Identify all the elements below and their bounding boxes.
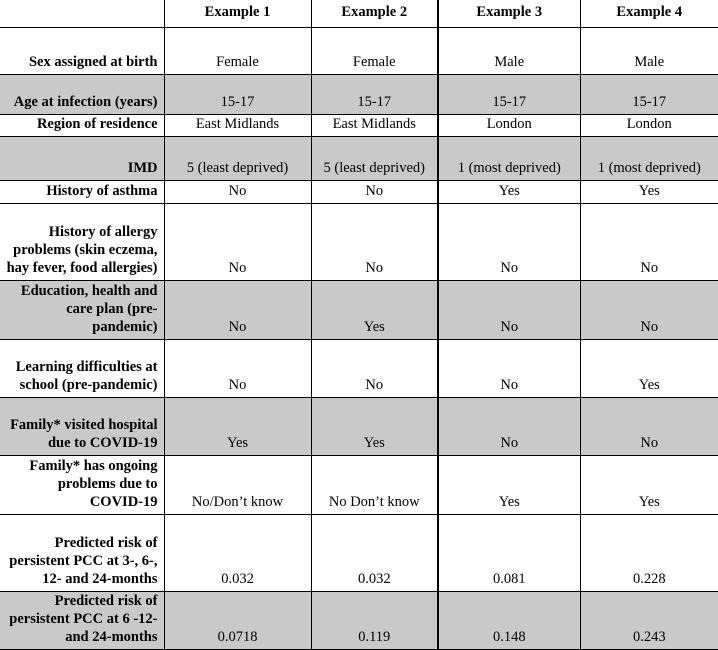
table-cell: No xyxy=(164,281,311,340)
table-row xyxy=(0,137,718,181)
column-header-example-3: Example 3 xyxy=(438,0,580,28)
table-cell: Yes xyxy=(580,340,718,398)
column-header-example-4: Example 4 xyxy=(580,0,718,28)
table-cell: No xyxy=(311,340,438,398)
table-cell: Male xyxy=(580,28,718,75)
table-cell: Yes xyxy=(164,398,311,456)
table-cell: 0.081 xyxy=(438,515,580,592)
table-cell: Male xyxy=(438,28,580,75)
table-cell: Yes xyxy=(580,181,718,204)
table-cell: East Midlands xyxy=(164,115,311,137)
table-cell: 5 (least deprived) xyxy=(164,137,311,181)
table-cell: 0.119 xyxy=(311,592,438,650)
row-label: History of allergy problems (skin eczema, hay fever, food allergies) xyxy=(0,204,164,281)
table-cell: 0.032 xyxy=(311,515,438,592)
table-cell: 0.032 xyxy=(164,515,311,592)
row-label: Predicted risk of persistent PCC at 3-, 6-, 12- and 24-months xyxy=(0,515,164,592)
table-row xyxy=(0,281,718,340)
table-row xyxy=(0,75,718,115)
column-header-example-1: Example 1 xyxy=(164,0,311,28)
table-cell: 1 (most deprived) xyxy=(438,137,580,181)
table-cell: London xyxy=(580,115,718,137)
table-cell: No xyxy=(164,204,311,281)
table-cell: No/Don’t know xyxy=(164,456,311,515)
table-cell: No xyxy=(438,281,580,340)
table-cell: 15-17 xyxy=(580,75,718,115)
row-label: Age at infection (years) xyxy=(0,75,164,115)
table-row xyxy=(0,340,718,398)
table-cell: 0.243 xyxy=(580,592,718,650)
table-row xyxy=(0,204,718,281)
table-cell: Female xyxy=(164,28,311,75)
row-label: Family* has ongoing problems due to COVID-19 xyxy=(0,456,164,515)
table-cell: 15-17 xyxy=(164,75,311,115)
column-header-example-2: Example 2 xyxy=(311,0,438,28)
row-label: Family* visited hospital due to COVID-19 xyxy=(0,398,164,456)
table-cell: 1 (most deprived) xyxy=(580,137,718,181)
table-cell: No Don’t know xyxy=(311,456,438,515)
table-row xyxy=(0,181,718,204)
row-label: Learning difficulties at school (pre-pandemic) xyxy=(0,340,164,398)
table-cell: 0.0718 xyxy=(164,592,311,650)
table-cell: East Midlands xyxy=(311,115,438,137)
table-cell: No xyxy=(164,340,311,398)
row-label: History of asthma xyxy=(0,181,164,204)
table-cell: 0.148 xyxy=(438,592,580,650)
table-cell: Yes xyxy=(311,281,438,340)
table-row xyxy=(0,28,718,75)
table-row xyxy=(0,398,718,456)
table-cell: London xyxy=(438,115,580,137)
header-row xyxy=(0,0,718,28)
table-cell: No xyxy=(580,204,718,281)
table-cell: 15-17 xyxy=(438,75,580,115)
table-cell: 0.228 xyxy=(580,515,718,592)
table-cell: Female xyxy=(311,28,438,75)
table-row xyxy=(0,515,718,592)
table-cell: No xyxy=(438,398,580,456)
table-cell: No xyxy=(580,398,718,456)
table-row xyxy=(0,115,718,137)
table-cell: 5 (least deprived) xyxy=(311,137,438,181)
table-cell: No xyxy=(438,204,580,281)
table-cell: Yes xyxy=(311,398,438,456)
row-label: Predicted risk of persistent PCC at 6 -12- and 24-months xyxy=(0,592,164,650)
table-cell: No xyxy=(438,340,580,398)
table-cell: No xyxy=(311,181,438,204)
row-label: Education, health and care plan (pre-pandemic) xyxy=(0,281,164,340)
table-cell: 15-17 xyxy=(311,75,438,115)
table-cell: No xyxy=(580,281,718,340)
row-label: Sex assigned at birth xyxy=(0,28,164,75)
table-row xyxy=(0,592,718,650)
table-row xyxy=(0,456,718,515)
table-cell: Yes xyxy=(438,181,580,204)
row-label: Region of residence xyxy=(0,115,164,137)
table-cell: No xyxy=(311,204,438,281)
corner-cell xyxy=(0,0,164,28)
table-cell: Yes xyxy=(580,456,718,515)
table-cell: Yes xyxy=(438,456,580,515)
table-cell: No xyxy=(164,181,311,204)
row-label: IMD xyxy=(0,137,164,181)
